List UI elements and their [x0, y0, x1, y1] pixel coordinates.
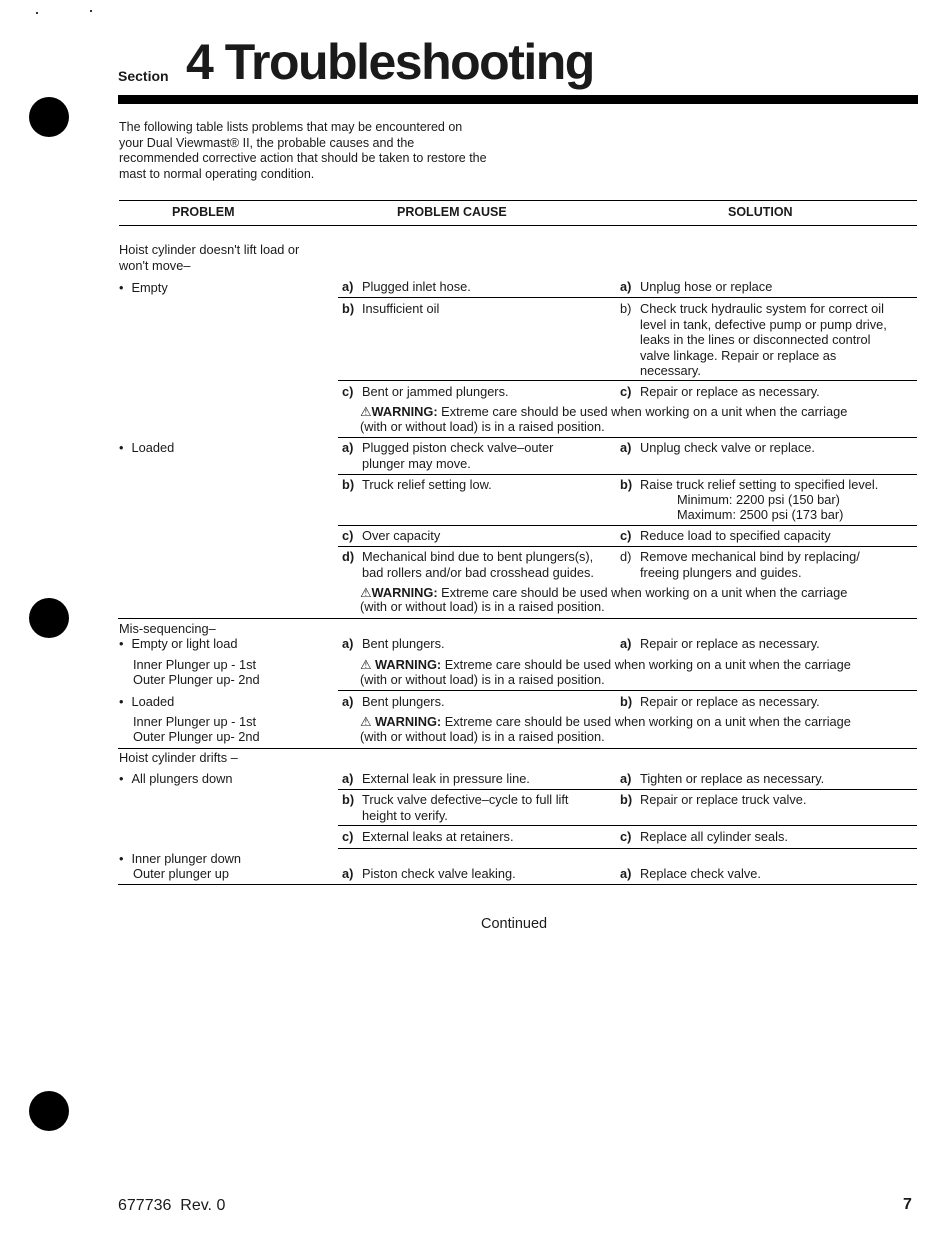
- cause-row: a) Bent plungers.: [342, 694, 445, 709]
- intro-paragraph: The following table lists problems that may be encountered on your Dual Viewmast® II, the probable causes and the recommended corrective action that should be taken to restore the mast to normal operating condition.: [119, 120, 487, 181]
- col-header-problem: PROBLEM: [172, 205, 235, 219]
- problem-loaded: • Loaded: [119, 694, 174, 710]
- warning-line-2: (with or without load) is in a raised position.: [360, 419, 605, 434]
- warning-line-2: (with or without load) is in a raised position.: [360, 599, 605, 614]
- problem-all-down: • All plungers down: [119, 771, 233, 787]
- section-word: Section: [118, 68, 169, 84]
- row-divider: [338, 546, 917, 547]
- row-divider: [338, 474, 917, 475]
- problem-loaded: • Loaded: [119, 440, 174, 456]
- row-divider: [338, 825, 917, 826]
- warning-line: ⚠WARNING: Extreme care should be used when working on a unit when the carriage: [360, 585, 848, 600]
- group-divider: [118, 618, 917, 619]
- solution-text: Check truck hydraulic system for correct oil level in tank, defective pump or pump drive, leaks in the lines or disconnected control valve linkage. Repair or replace as necessary.: [640, 301, 887, 378]
- col-header-cause: PROBLEM CAUSE: [397, 205, 507, 219]
- solution-row: b) Raise truck relief setting to specified level.: [620, 477, 879, 492]
- cause-row: c) External leaks at retainers.: [342, 829, 514, 844]
- cause-text: Plugged piston check valve–outer plunger may move.: [362, 440, 554, 471]
- cause-row: b) Insufficient oil: [342, 301, 440, 316]
- problem-sub: Outer Plunger up- 2nd: [133, 729, 260, 744]
- table-header-rule: [119, 225, 917, 226]
- cause-label: b): [342, 792, 355, 807]
- col-header-solution: SOLUTION: [728, 205, 793, 219]
- cause-row: c) Bent or jammed plungers.: [342, 384, 509, 399]
- problem-empty: • Empty or light load: [119, 636, 237, 652]
- binder-hole: [29, 97, 69, 137]
- row-divider: [338, 789, 917, 790]
- warning-line-2: (with or without load) is in a raised position.: [360, 729, 605, 744]
- warning-line: ⚠WARNING: Extreme care should be used when working on a unit when the carriage: [360, 404, 848, 419]
- page-number: 7: [903, 1196, 912, 1213]
- solution-row: a) Unplug check valve or replace.: [620, 440, 815, 455]
- scan-speck: [36, 12, 38, 14]
- solution-row: a) Replace check valve.: [620, 866, 761, 881]
- problem-title: Mis-sequencing–: [119, 621, 216, 636]
- problem-inner-down: • Inner plunger down: [119, 851, 241, 867]
- table-top-rule: [119, 200, 917, 201]
- cause-text: Mechanical bind due to bent plungers(s), bad rollers and/or bad crosshead guides.: [362, 549, 594, 580]
- solution-label: b): [620, 301, 632, 316]
- solution-row: b) Repair or replace as necessary.: [620, 694, 820, 709]
- row-divider: [338, 848, 917, 849]
- cause-label: d): [342, 549, 355, 564]
- cause-row: b) Truck relief setting low.: [342, 477, 492, 492]
- warning-line: ⚠ WARNING: Extreme care should be used when working on a unit when the carriage: [360, 714, 851, 729]
- doc-number: 677736 Rev. 0: [118, 1197, 226, 1214]
- binder-hole: [29, 598, 69, 638]
- row-divider: [338, 437, 917, 438]
- cause-row: a) External leak in pressure line.: [342, 771, 530, 786]
- solution-row: b) Repair or replace truck valve.: [620, 792, 807, 807]
- relief-maximum: Maximum: 2500 psi (173 bar): [677, 507, 844, 522]
- problem-empty: • Empty: [119, 280, 168, 296]
- cause-text: Truck valve defective–cycle to full lift height to verify.: [362, 792, 569, 823]
- title-rule: [118, 95, 918, 104]
- solution-row: a) Tighten or replace as necessary.: [620, 771, 825, 786]
- problem-sub: Inner Plunger up - 1st: [133, 714, 257, 729]
- cause-row: a) Plugged inlet hose.: [342, 279, 471, 294]
- row-divider: [338, 380, 917, 381]
- page-title: 4 Troubleshooting: [186, 34, 594, 90]
- solution-row: c) Repair or replace as necessary.: [620, 384, 820, 399]
- warning-line-2: (with or without load) is in a raised position.: [360, 672, 605, 687]
- warning-line: ⚠ WARNING: Extreme care should be used when working on a unit when the carriage: [360, 657, 851, 672]
- solution-row: a) Repair or replace as necessary.: [620, 636, 820, 651]
- problem-sub: Outer Plunger up- 2nd: [133, 672, 260, 687]
- relief-minimum: Minimum: 2200 psi (150 bar): [677, 492, 840, 507]
- table-bottom-rule: [118, 884, 917, 885]
- solution-label: d): [620, 549, 632, 564]
- cause-row: a) Bent plungers.: [342, 636, 445, 651]
- solution-row: c) Replace all cylinder seals.: [620, 829, 788, 844]
- binder-hole: [29, 1091, 69, 1131]
- cause-label: a): [342, 440, 354, 455]
- continued-label: Continued: [481, 916, 548, 932]
- row-divider: [338, 297, 917, 298]
- scan-speck: [90, 10, 92, 12]
- row-divider: [338, 690, 917, 691]
- cause-row: a) Piston check valve leaking.: [342, 866, 516, 881]
- solution-row: a) Unplug hose or replace: [620, 279, 773, 294]
- solution-text: Remove mechanical bind by replacing/ freeing plungers and guides.: [640, 549, 860, 580]
- problem-sub: Outer plunger up: [133, 866, 230, 881]
- problem-sub: Inner Plunger up - 1st: [133, 657, 257, 672]
- group-divider: [118, 748, 917, 749]
- problem-title: Hoist cylinder drifts –: [119, 750, 238, 765]
- solution-row: c) Reduce load to specified capacity: [620, 528, 831, 543]
- problem-title: Hoist cylinder doesn't lift load or won't move–: [119, 242, 300, 273]
- cause-row: c) Over capacity: [342, 528, 441, 543]
- row-divider: [338, 525, 917, 526]
